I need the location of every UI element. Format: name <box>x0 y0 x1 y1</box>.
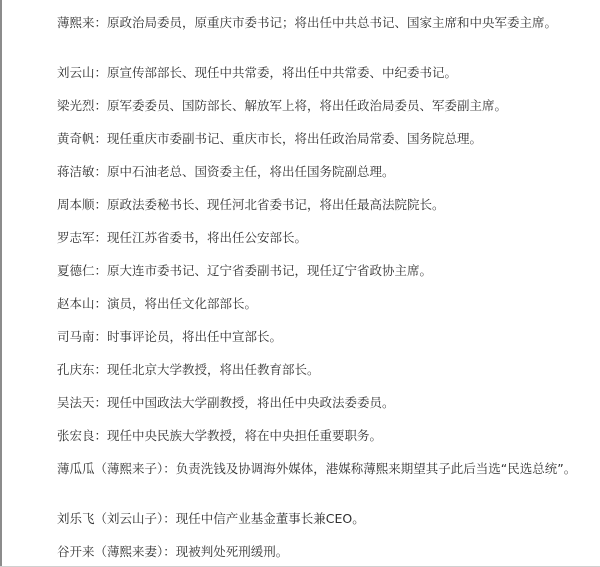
list-item: 刘云山：原宣传部部长、现任中共常委，将出任中共常委、中纪委书记。 <box>57 65 458 80</box>
list-item: 薄瓜瓜（薄熙来子）：负责洗钱及协调海外媒体，港媒称薄熙来期望其子此后当选“民选总统”。 <box>57 461 577 476</box>
list-item: 蒋洁敏：原中石油老总、国资委主任，将出任国务院副总理。 <box>57 164 395 179</box>
list-item: 刘乐飞（刘云山子）：现任中信产业基金董事长兼CEO。 <box>57 511 365 526</box>
list-item: 吴法天：现任中国政法大学副教授，将出任中央政法委委员。 <box>57 395 395 410</box>
list-item: 夏德仁：原大连市委书记、辽宁省委副书记，现任辽宁省政协主席。 <box>57 263 433 278</box>
list-item: 赵本山：演员，将出任文化部部长。 <box>57 296 258 311</box>
left-border <box>0 0 2 567</box>
entry-list <box>57 14 587 567</box>
list-item: 罗志军：现任江苏省委书，将出任公安部长。 <box>57 230 308 245</box>
list-item: 薄熙来：原政治局委员，原重庆市委书记；将出任中共总书记、国家主席和中央军委主席。 <box>57 15 558 30</box>
list-item: 黄奇帆：现任重庆市委副书记、重庆市长，将出任政治局常委、国务院总理。 <box>57 131 483 146</box>
list-item: 周本顺：原政法委秘书长、现任河北省委书记，将出任最高法院院长。 <box>57 197 445 212</box>
list-item: 梁光烈：原军委委员、国防部长、解放军上将，将出任政治局委员、军委副主席。 <box>57 98 508 113</box>
list-item: 司马南：时事评论员，将出任中宣部长。 <box>57 329 283 344</box>
list-item: 谷开来（薄熙来妻）：现被判处死刑缓刑。 <box>57 544 289 559</box>
list-item: 孔庆东：现任北京大学教授，将出任教育部长。 <box>57 362 320 377</box>
list-item: 张宏良：现任中央民族大学教授，将在中央担任重要职务。 <box>57 428 383 443</box>
